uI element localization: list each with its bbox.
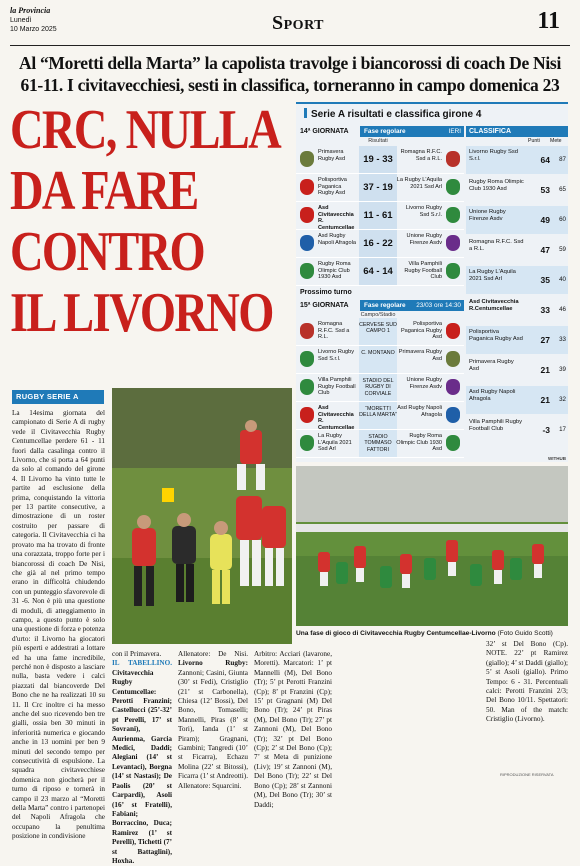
- standings-points: 35: [540, 275, 550, 285]
- result-row: [296, 202, 464, 230]
- match-score: 11 - 61: [359, 202, 397, 229]
- copyright-notice: RIPRODUZIONE RISERVATA: [500, 772, 554, 777]
- team-crest-icon: [300, 235, 314, 251]
- infobox-title: Serie A risultati e classifica girone 4: [304, 108, 481, 120]
- team-crest-icon: [300, 179, 314, 195]
- standings-row: [466, 416, 568, 444]
- standings-row: [466, 356, 568, 384]
- round-15-header: [296, 300, 464, 311]
- home-team: Livorno Rugby Ssd S.r.l.: [318, 349, 355, 362]
- data-credit: WITHUB: [548, 456, 566, 461]
- standings-tries: 33: [559, 336, 566, 343]
- match-venue: STADIO TOMMASO FATTORI: [359, 430, 397, 457]
- fixture-row: [296, 402, 464, 430]
- standings-team: Romagna R.F.C. Ssd a R.L.: [469, 239, 524, 252]
- standings-row: [466, 176, 568, 204]
- tries-column-header: Mete: [550, 138, 562, 144]
- away-team: Romagna R.F.C. Ssd a R.L.: [400, 149, 442, 162]
- standings-row: [466, 206, 568, 234]
- away-team: Asd Rugby Napoli Afragola: [397, 405, 442, 418]
- team-crest-icon: [446, 235, 460, 251]
- result-row: [296, 258, 464, 286]
- home-team: Asd Rugby Napoli Afragola: [318, 233, 356, 246]
- round-15-label: 15ª GIORNATA: [300, 302, 349, 309]
- match-score: 64 - 14: [359, 258, 397, 285]
- round-14-label: 14ª GIORNATA: [300, 128, 349, 135]
- away-team: Villa Pamphili Rugby Football Club: [404, 261, 442, 281]
- results-subheader: Risultati: [368, 138, 388, 144]
- headline-line-1: Al “Moretti della Marta” la capolista travolge i biancorossi di coach De Nisi: [18, 53, 562, 73]
- section-title: Sport: [272, 12, 325, 34]
- round-15-phase-text: Fase regolare: [364, 302, 406, 309]
- team-crest-icon: [446, 263, 460, 279]
- newspaper-name: la Provincia: [10, 6, 51, 15]
- away-team: La Rugby L'Aquila 2021 Ssd Arl: [396, 177, 442, 190]
- home-team: Asd Civitavecchia R. Centumcellae: [318, 405, 355, 431]
- team-crest-icon: [446, 351, 460, 367]
- match-score: 37 - 19: [359, 174, 397, 201]
- standings-tries: 65: [559, 186, 566, 193]
- away-team: Unione Rugby Firenze Asdv: [406, 377, 442, 390]
- title-line-4: IL LIVORNO: [10, 282, 273, 344]
- away-team: Polisportiva Paganica Rugby Asd: [400, 321, 442, 341]
- standings-row: [466, 146, 568, 174]
- issue-day: Lunedì: [10, 17, 32, 24]
- standings-points: 49: [540, 215, 550, 225]
- home-team: Rugby Roma Olimpic Club 1930 Asd: [318, 261, 351, 281]
- home-team: Polisportiva Paganica Rugby Asd: [318, 177, 347, 197]
- match-photo: [296, 466, 568, 626]
- standings-tries: 59: [559, 246, 566, 253]
- match-score: 16 - 22: [359, 230, 397, 257]
- away-team: Primavera Rugby Asd: [398, 349, 442, 362]
- standings-points: 64: [540, 155, 550, 165]
- coach-civitavecchia: Allenatore: De Nisi.: [178, 650, 248, 658]
- standings-tries: 39: [559, 366, 566, 373]
- article-text: con il Primavera.: [112, 650, 162, 658]
- result-row: [296, 174, 464, 202]
- lineup-livorno: Zannoni; Casini, Giunta (30’ st Fedi), Cristiglio (21’ st Carbonella), Chiesa (12’ Bossi), Del Bono, Tomaselli; Mannelli, Piras (8’ st Tori), Ianda (1’ st Piram); Gragnani, Gambini; Tangredi (10’ st Ficarra), Echazu Molina (22’ st Bitossi), Ficarra (1’ st Andreotti). Allenatore: Squarcini.: [178, 668, 248, 790]
- standings-tries: 40: [559, 276, 566, 283]
- result-row: [296, 146, 464, 174]
- standings-tries: 60: [559, 216, 566, 223]
- standings-points: 21: [540, 365, 550, 375]
- standings-header: CLASSIFICA: [466, 126, 568, 137]
- team-crest-icon: [300, 407, 314, 423]
- standings-tries: 46: [559, 306, 566, 313]
- standings-points: 53: [540, 185, 550, 195]
- title-line-1: CRC, NULLA: [10, 99, 281, 161]
- article-title: [10, 99, 281, 344]
- standings-team: Polisportiva Paganica Rugby Asd: [469, 329, 523, 342]
- fixture-row: [296, 374, 464, 402]
- article-column-4: Arbitro: Acciari (lavarone, Moretti). Marcatori: 1’ pt Mannelli (M), Del Bono (Tr); 5’ pt Perotti Franzini (Cp); 8’ pt Franzini (Cp); 15’ pt Gragnani (M) Del Bono (Tr); 24’ pt Piras (M), Del Bono (Tr); 27’ pt Zannoni (M), Del Bono (Tr); 32’ pt Del Bono (Cp); 2’ st Del Bono (Cp); 7’ st Meta di punizione (Liv); 19’ st Zannoni (M), Del Bono (Tr); 22’ st Del Bono (Cp); 28’ st Zannoni (M), Del Bono (Tr); 30’ st Daddi;: [254, 650, 332, 809]
- standings-row: [466, 236, 568, 264]
- round-15-phase: [360, 300, 464, 311]
- standings-infobox: [296, 102, 568, 462]
- team-crest-icon: [300, 435, 314, 451]
- masthead: [10, 6, 570, 46]
- caption-credit: (Foto Guido Scotti): [495, 630, 553, 637]
- team-crest-icon: [300, 263, 314, 279]
- fixture-row: [296, 430, 464, 458]
- home-team: Primavera Rugby Asd: [318, 149, 346, 162]
- standings-team: Rugby Roma Olimpic Club 1930 Asd: [469, 179, 524, 192]
- team-crest-icon: [446, 179, 460, 195]
- headline-line-2: 61-11. I civitavecchiesi, sesti in classifica, torneranno in campo domenica 23: [20, 75, 560, 95]
- photo-caption: [296, 630, 568, 637]
- standings-row: [466, 326, 568, 354]
- livorno-heading: Livorno Rugby:: [178, 659, 248, 668]
- points-column-header: Punti: [528, 138, 540, 144]
- home-team: La Rugby L'Aquila 2021 Ssd Arl: [318, 433, 352, 453]
- match-venue: STADIO DEL RUGBY DI CORVIALE: [359, 374, 397, 401]
- team-crest-icon: [446, 407, 460, 423]
- caption-title: Una fase di gioco di Civitavecchia Rugby Centumcellae-Livorno: [296, 630, 496, 637]
- tabellino-heading: IL TABELLINO.: [112, 659, 172, 668]
- article-column-5: 32’ st Del Bono (Cp). NOTE. 22’ pt Ramirez (giallo); 4’ st Daddi (giallo); 5’ st Asoli (giallo). Primo Tempo: 6 - 31. Percentuali calci: Perotti Franzini 2/3; Del Bono 10/11. Spettatori: 50. Man of the match: Cristiglio (Livorno).: [486, 640, 568, 724]
- standings-team: Livorno Rugby Ssd S.r.l.: [469, 149, 518, 162]
- page-number: 11: [537, 8, 560, 34]
- next-round-label: Prossimo turno: [300, 289, 352, 296]
- team-crest-icon: [446, 379, 460, 395]
- round-14-phase: [360, 126, 464, 137]
- round-14-phase-text: Fase regolare: [364, 128, 406, 135]
- team-crest-icon: [300, 323, 314, 339]
- match-score: 19 - 33: [359, 146, 397, 173]
- team-crest-icon: [446, 151, 460, 167]
- standings-tries: 32: [559, 396, 566, 403]
- away-team: Rugby Roma Olimpic Club 1930 Asd: [396, 433, 442, 453]
- lineup-civitavecchia: Civitavecchia Rugby Centumcellae: Perotti Franzini; Castellucci (25’-32’ pt Perelli, 17’ st Sovrani), Aurienma, Garcia Medici, Daddi; Alegiani (14’ st Levantaci), Borgna (14’ st Nastasi); De Paolis (20’ st Carpardi), Asoli (16’ st Fratelli), Fabiani; Borraccino, Duca; Ramirez (1’ st Perelli), Tichetti (7’ st Battaglini), Hoxha.: [112, 668, 172, 865]
- standings-team: Asd Civitavecchia R.Centumcellae: [469, 299, 519, 312]
- standings-points: 47: [540, 245, 550, 255]
- team-crest-icon: [446, 207, 460, 223]
- standings-tries: 17: [559, 426, 566, 433]
- team-crest-icon: [300, 379, 314, 395]
- issue-date: [10, 16, 70, 34]
- standings-row: [466, 296, 568, 324]
- team-crest-icon: [300, 207, 314, 223]
- fixture-row: [296, 346, 464, 374]
- article-column-1: La 14esima giornata del campionato di Serie A di rugby vede il Civitavecchia Rugby Centumcellae perdere 61 - 11 fuori dalla casalinga contro il Livorno, che si porta a 64 punti da solo al comando del girone 4. Il Livorno ha vinto tutte le partite ad esclusione della prima, conquistando la vittoria per 13 partite consecutive, a dimostrazione di un roster costruito per passare di categoria. Il Civitavecchia ci ha provato ma ha trovato di fronte una corazzata, troppo forte per i biancorossi di coach De Nisi, che già al nel primo tempo erano in difficoltà chiudendo con un punteggio sfavorevole di 31 -6. Non è più una questione di moduli, di atteggiamento in campo, a questo punto è solo una questione di forza e potenza d'urto: il Livorno ha giocatori più esperti e addestrati a lottare ed ha una fame incredibile, perché non è disposto a lasciare nulla, basta vedere i calci piazzati dal biancoverde Del Bono che ne ha realizzati 10 su 11. Il Crc inoltre ci ha messo anche del suo ricevendo ben tre gialli, ossia ben 30 minuti in inferiorità numerica e giocando anche in 13 uomini per ben 9 minuti del secondo tempo per consecutività di espulsione. La squadra civitavecchiese domenica non giocherà per il turno di riposo e tornerà in campo il 23 marzo al “Moretti della Marta” contro i partenopei del Napoli Afragola che occupano la penultima posizione in condivisione: [12, 409, 105, 841]
- standings-points: -3: [542, 425, 550, 435]
- standings-points: 27: [540, 335, 550, 345]
- match-photo-drawing: [296, 466, 568, 626]
- team-crest-icon: [300, 151, 314, 167]
- title-line-2: DA FARE: [10, 160, 198, 222]
- standings-row: [466, 266, 568, 294]
- team-crest-icon: [446, 323, 460, 339]
- home-team: Romagna R.F.C. Ssd a R.L.: [318, 321, 350, 341]
- away-team: Unione Rugby Firenze Asdv: [406, 233, 442, 246]
- standings-team: Primavera Rugby Asd: [469, 359, 514, 372]
- round-14-header: [296, 126, 464, 137]
- round-15-when: 23/03 ore 14:30: [416, 302, 461, 309]
- standings-team: Asd Rugby Napoli Afragola: [469, 389, 516, 402]
- team-crest-icon: [446, 435, 460, 451]
- match-venue: C. MONTANO: [359, 346, 397, 373]
- standings-team: Villa Pamphili Rugby Football Club: [469, 419, 523, 432]
- standings-points: 33: [540, 305, 550, 315]
- away-team: Livorno Rugby Ssd S.r.l.: [405, 205, 442, 218]
- issue-date-text: 10 Marzo 2025: [10, 26, 57, 33]
- venue-subheader: Campo/Stadio: [360, 312, 396, 318]
- match-venue: CERVESE SUD CAMPO 1: [359, 318, 397, 345]
- result-row: [296, 230, 464, 258]
- lineout-photo: [112, 388, 292, 644]
- round-14-when: IERI: [448, 128, 461, 135]
- lineout-photo-drawing: [112, 388, 292, 644]
- match-venue: “MORETTI DELLA MARTA”: [359, 402, 397, 429]
- standings-tries: 87: [559, 156, 566, 163]
- team-crest-icon: [300, 351, 314, 367]
- fixture-row: [296, 318, 464, 346]
- section-kicker: RUGBY SERIE A: [12, 390, 104, 404]
- home-team: Asd Civitavecchia R. Centumcellae: [318, 205, 355, 231]
- home-team: Villa Pamphili Rugby Football Club: [318, 377, 356, 397]
- article-column-2: [112, 650, 172, 865]
- standings-points: 21: [540, 395, 550, 405]
- headline: [10, 52, 570, 96]
- standings-row: [466, 386, 568, 414]
- article-column-3: [178, 650, 248, 790]
- title-line-3: CONTRO: [10, 221, 205, 283]
- standings-team: Unione Rugby Firenze Asdv: [469, 209, 506, 222]
- standings-team: La Rugby L'Aquila 2021 Ssd Arl: [469, 269, 516, 282]
